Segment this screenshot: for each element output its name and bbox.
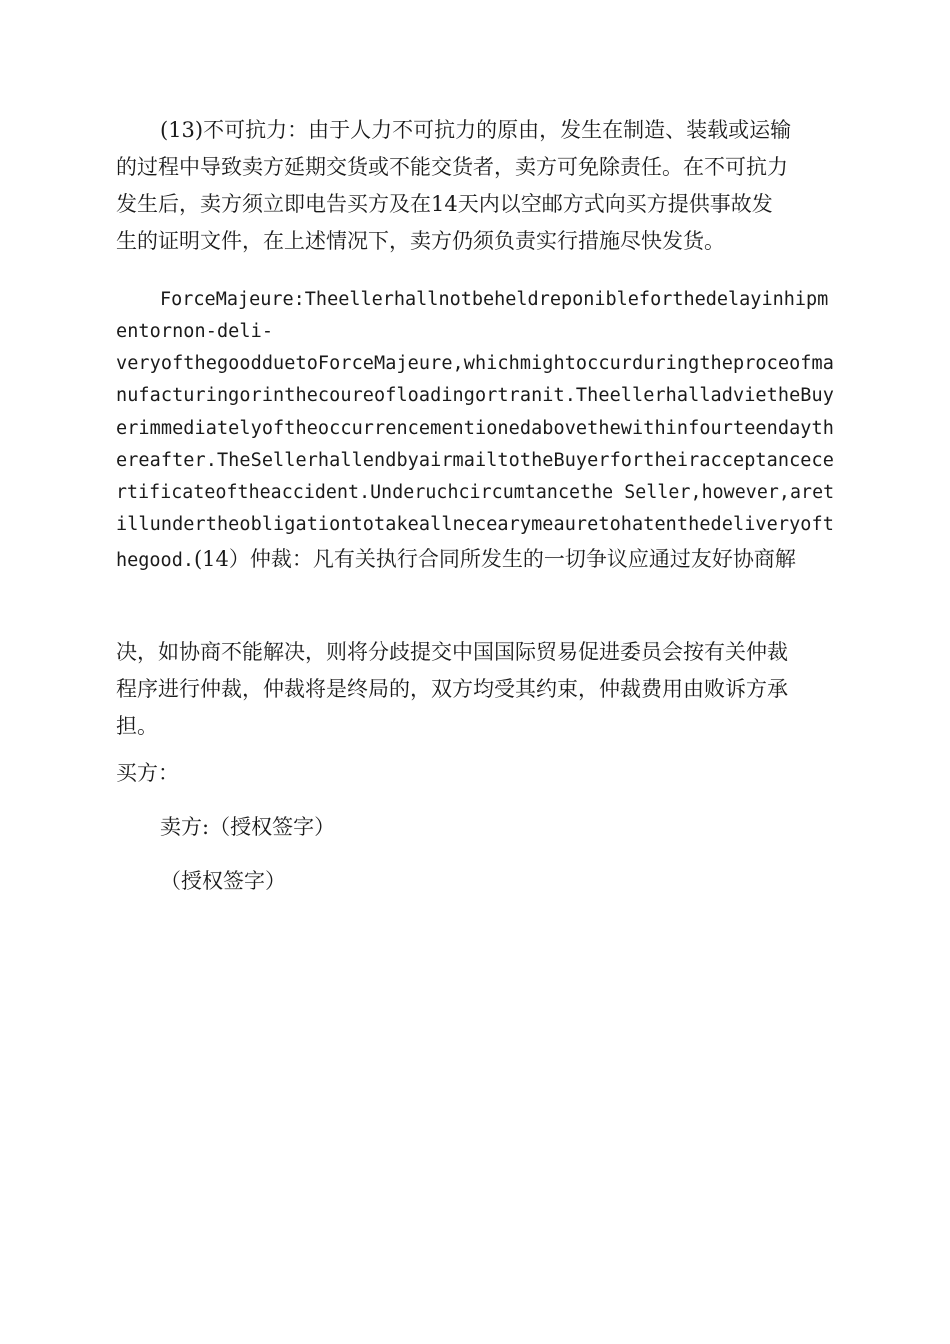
clause-14-line-3: 程序进行仲裁，仲裁将是终局的，双方均受其约束，仲裁费用由败诉方承 [116, 677, 788, 701]
clause-14-line-2: 决，如协商不能解决，则将分歧提交中国国际贸易促进委员会按有关仲裁 [116, 640, 788, 664]
clause-13-line-1: (13)不可抗力：由于人力不可抗力的原由，发生在制造、装载或运输 [160, 118, 792, 142]
force-majeure-en-paragraph [116, 284, 834, 578]
seller-signature-label: 卖方:（授权签字） [160, 815, 336, 839]
buyer-label: 买方： [116, 761, 179, 785]
clause-14-start: (14）仲裁：凡有关执行合同所发生的一切争议应通过友好协商解 [193, 547, 796, 572]
en-line-7: rtificateoftheaccident.Underuchcircumtancethe Seller,however,aret [116, 481, 835, 503]
en-cn-mixed-line [116, 541, 834, 578]
en-line-4: nufacturingorinthecoureofloadingortranit.TheellerhalladvietheBuy [116, 385, 834, 407]
en-line-2: entornon-deli- [116, 321, 274, 342]
clause-13-line-4: 生的证明文件，在上述情况下，卖方仍须负责实行措施尽快发货。 [116, 229, 725, 253]
en-line-6: ereafter.TheSellerhallendbyairmailtotheBuyerfortheiracceptancece [116, 449, 834, 471]
en-line-3: veryofthegoodduetoForceMajeure,whichmightoccurduringtheproceofma [116, 353, 834, 375]
clause-13-line-3: 发生后，卖方须立即电告买方及在14天内以空邮方式向买方提供事故发 [116, 192, 773, 216]
clause-13-line-2: 的过程中导致卖方延期交货或不能交货者，卖方可免除责任。在不可抗力 [116, 155, 788, 179]
en-line-8: illundertheobligationtotakeallnecearymeauretohatenthedeliveryoft [116, 514, 834, 536]
authorized-signature-label: （授权签字） [160, 869, 286, 893]
signature-block [116, 755, 834, 900]
en-line-5: erimmediatelyoftheoccurrencementionedabovethewithinfourteendayth [116, 417, 834, 439]
en-tail: hegood. [116, 550, 194, 572]
clause-14-line-4: 担。 [116, 714, 158, 738]
clause-14-arbitration-cn [116, 634, 834, 745]
en-line-1: ForceMajeure:Theellerhallnotbeheldreponibleforthedelayinhipm [160, 289, 829, 310]
clause-13-force-majeure-cn [116, 112, 834, 260]
